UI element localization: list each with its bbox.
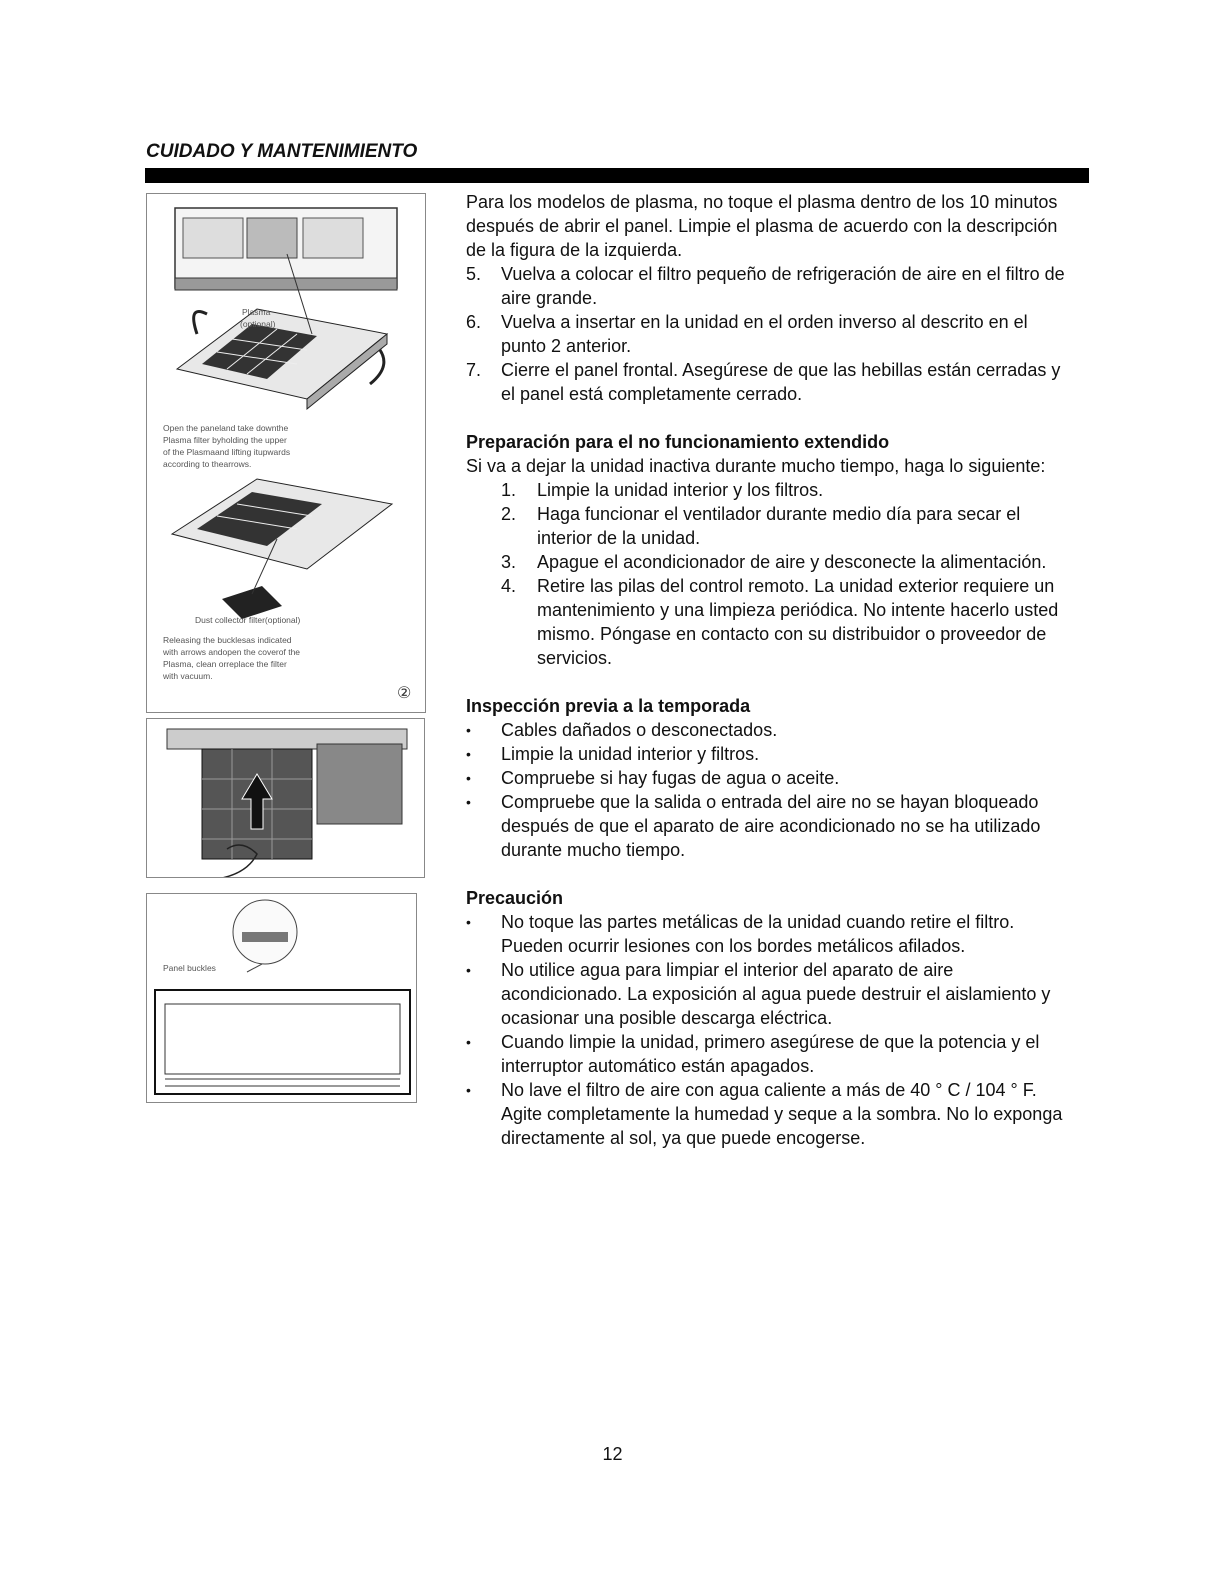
caution-list: [466, 910, 1076, 1150]
list-item: • Cuando limpie la unidad, primero asegúrese de que la potencia y el interruptor automático están apagados.: [466, 1032, 1040, 1076]
caption-1: Open the paneland take downthe Plasma filter byholding the upper of the Plasmaand lifting itupwards according to thearrows.: [163, 423, 291, 469]
list-item: 3. Apague el acondicionador de aire y desconecte la alimentación.: [501, 552, 1047, 572]
reassembly-steps: [466, 262, 1076, 406]
title-rule: [145, 168, 1089, 183]
filter-insertion-illustration: [147, 719, 425, 878]
list-item: • Limpie la unidad interior y filtros.: [466, 744, 760, 764]
section-title: CUIDADO Y MANTENIMIENTO: [146, 141, 418, 162]
list-item: • Compruebe si hay fugas de agua o aceite.: [466, 768, 840, 788]
plasma-intro: Para los modelos de plasma, no toque el plasma dentro de los 10 minutos después de abrir el panel. Limpie el plasma de acuerdo con la descripción de la figura de la izquierda.: [466, 192, 1058, 260]
panel-buckles-label: Panel buckles: [163, 963, 216, 973]
figure-filter-insertion: [146, 718, 425, 878]
list-item: 7. Cierre el panel frontal. Asegúrese de que las hebillas están cerradas y el panel está completamente cerrado.: [466, 360, 1061, 404]
page-number: 12: [602, 1444, 623, 1464]
list-item: 2. Haga funcionar el ventilador durante medio día para secar el interior de la unidad.: [501, 504, 1021, 548]
inspection-list: [466, 718, 1076, 862]
extended-intro: Si va a dejar la unidad inactiva durante mucho tiempo, haga lo siguiente:: [466, 456, 1046, 476]
caption-2: Releasing the bucklesas indicated with arrows andopen the coverof the Plasma, clean orreplace the filter with vacuum.: [163, 635, 301, 681]
plasma-label-2: (optional): [240, 319, 276, 329]
list-item: • Compruebe que la salida o entrada del aire no se hayan bloqueado después de que el aparato de aire acondicionado no se ha utilizado durante mucho tiempo.: [466, 792, 1041, 860]
list-item: • No toque las partes metálicas de la unidad cuando retire el filtro. Pueden ocurrir lesiones con los bordes metálicos afilados.: [466, 912, 1015, 956]
step-badge: ②: [397, 685, 412, 702]
content-column: [466, 190, 1076, 1150]
list-item: 6. Vuelva a insertar en la unidad en el orden inverso al descrito en el punto 2 anterior.: [466, 312, 1028, 356]
extended-heading: Preparación para el no funcionamiento extendido: [466, 432, 890, 452]
list-item: 4. Retire las pilas del control remoto. La unidad exterior requiere un mantenimiento y una limpieza periódica. No intente hacerlo usted mismo. Póngase en contacto con su distribuidor o proveedor de servicios.: [501, 576, 1059, 668]
figure-plasma-filter: [146, 193, 426, 713]
figure-panel-buckles: [146, 893, 417, 1103]
caution-heading: Precaución: [466, 888, 564, 908]
plasma-label-1: Plasma: [242, 307, 271, 317]
list-item: • No lave el filtro de aire con agua caliente a más de 40 ° C / 104 ° F. Agite completamente la humedad y seque a la sombra. No lo exponga directamente al sol, ya que puede encogerse.: [466, 1080, 1063, 1148]
list-item: • Cables dañados o desconectados.: [466, 720, 778, 740]
inspection-heading: Inspección previa a la temporada: [466, 696, 751, 716]
extended-steps: [466, 478, 1076, 670]
list-item: 5. Vuelva a colocar el filtro pequeño de refrigeración de aire en el filtro de aire grande.: [466, 264, 1065, 308]
list-item: 1. Limpie la unidad interior y los filtros.: [501, 480, 824, 500]
panel-buckles-illustration: [147, 894, 417, 1103]
list-item: • No utilice agua para limpiar el interior del aparato de aire acondicionado. La exposición al agua puede destruir el aislamiento y ocasionar una posible descarga eléctrica.: [466, 960, 1051, 1028]
dust-collector-label: Dust collector filter(optional): [195, 615, 301, 625]
